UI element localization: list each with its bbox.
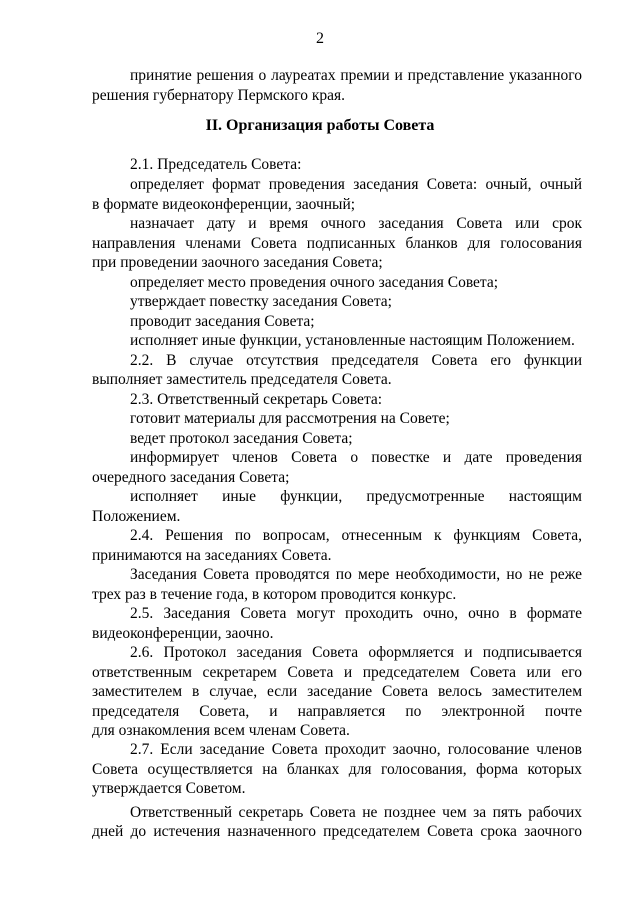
text-line: заместителем в случае, если заседание Совета велось заместителем xyxy=(92,683,582,700)
text-line: Заседания Совета проводятся по мере необходимости, но не реже xyxy=(130,566,582,583)
text-line: 2.2. В случае отсутствия председателя Совета его функции xyxy=(130,352,582,369)
text-line: выполняет заместитель председателя Совета. xyxy=(92,371,392,388)
text-line: очередного заседания Совета; xyxy=(92,469,290,486)
text-line: решения губернатору Пермского края. xyxy=(92,87,346,104)
text-line: Совета осуществляется на бланках для голосования, форма которых xyxy=(92,761,582,778)
text-line: направления членами Совета подписанных бланков для голосования xyxy=(92,235,582,252)
text-line: назначает дату и время очного заседания Совета или срок xyxy=(130,215,582,232)
text-line: 2.6. Протокол заседания Совета оформляется и подписывается xyxy=(130,644,582,661)
text-line: принятие решения о лауреатах премии и представление указанного xyxy=(130,67,582,84)
text-line: готовит материалы для рассмотрения на Совете; xyxy=(130,410,450,427)
text-line: 2.4. Решения по вопросам, отнесенным к функциям Совета, xyxy=(130,527,582,544)
text-line: в формате видеоконференции, заочный; xyxy=(92,196,356,213)
page-number: 2 xyxy=(316,30,324,47)
text-line: ведет протокол заседания Совета; xyxy=(130,430,353,447)
text-line: 2.3. Ответственный секретарь Совета: xyxy=(130,391,383,408)
text-line: Положением. xyxy=(92,508,181,525)
text-line: проводит заседания Совета; xyxy=(130,313,315,330)
text-line: определяет место проведения очного заседания Совета; xyxy=(130,274,499,291)
text-line: 2.1. Председатель Совета: xyxy=(130,156,302,173)
text-line: председателя Совета, и направляется по электронной почте xyxy=(92,703,582,720)
text-line: принимаются на заседаниях Совета. xyxy=(92,547,332,564)
text-line: трех раз в течение года, в котором проводится конкурс. xyxy=(92,586,457,603)
text-line: дней до истечения назначенного председателем Совета срока заочного xyxy=(92,823,582,840)
text-line: определяет формат проведения заседания Совета: очный, очный xyxy=(130,176,582,193)
text-line: 2.7. Если заседание Совета проходит заочно, голосование членов xyxy=(130,741,582,758)
text-line: утверждает повестку заседания Совета; xyxy=(130,293,392,310)
section-heading: II. Организация работы Совета xyxy=(205,117,435,134)
text-line: видеоконференции, заочно. xyxy=(92,625,274,642)
text-line: исполняет иные функции, установленные настоящим Положением. xyxy=(130,332,575,349)
text-line: утверждается Советом. xyxy=(92,780,246,797)
text-line: для ознакомления всем членам Совета. xyxy=(92,722,350,739)
text-line: 2.5. Заседания Совета могут проходить очно, очно в формате xyxy=(130,605,582,622)
text-line: исполняет иные функции, предусмотренные настоящим xyxy=(130,488,582,505)
text-line: при проведении заочного заседания Совета; xyxy=(92,254,383,271)
text-line: ответственным секретарем Совета и председателем Совета или его xyxy=(92,664,582,681)
text-line: Ответственный секретарь Совета не позднее чем за пять рабочих xyxy=(130,804,582,821)
text-line: информирует членов Совета о повестке и дате проведения xyxy=(130,449,582,466)
